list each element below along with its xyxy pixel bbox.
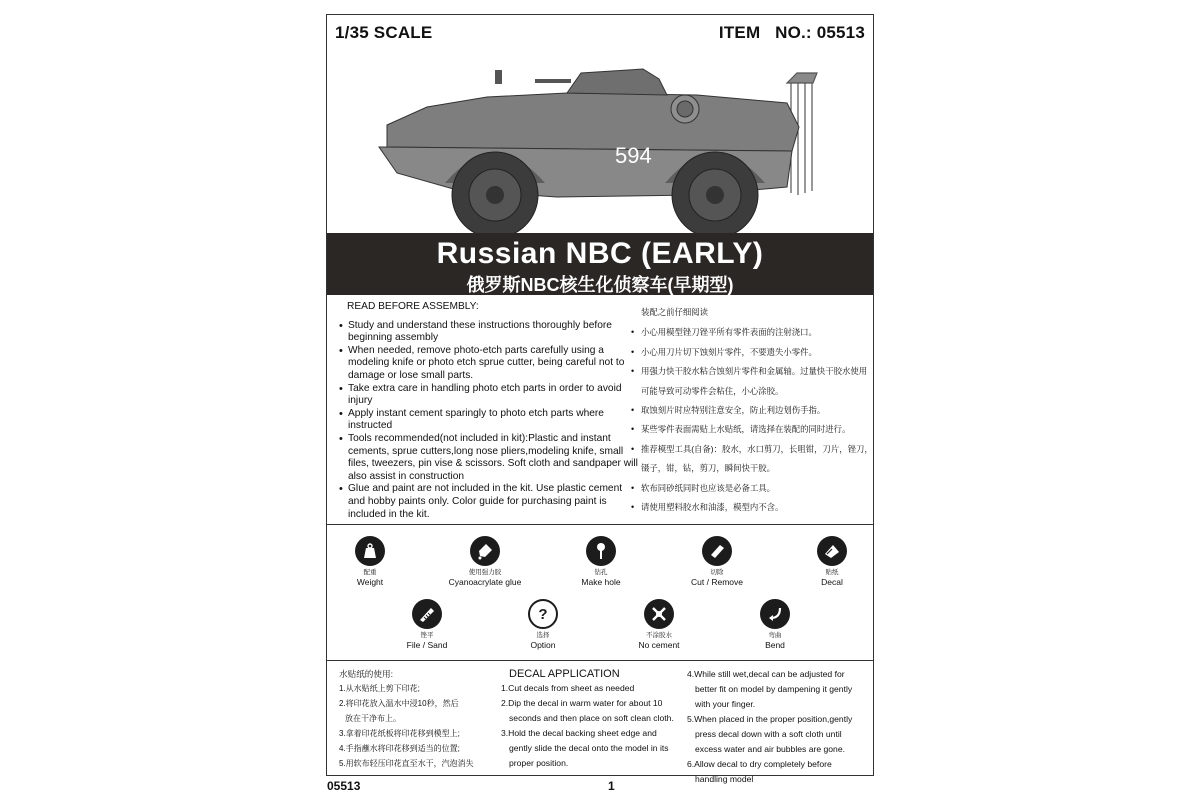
decal-line-zh: 放在干净布上。	[345, 714, 401, 723]
instruction-item-zh: • 推荐模型工具(自备)：胶水，水口剪刀，长咀钳，刀片，锉刀，镊子，钳，钻，剪刀，瞬间快干胶。	[629, 440, 873, 479]
no-cement-icon	[644, 599, 674, 629]
decal-heading: DECAL APPLICATION	[509, 668, 620, 680]
symbol-label-en: No cement	[638, 640, 680, 650]
symbol-label-en: Cyanoacrylate glue	[448, 577, 522, 587]
vehicle-illustration	[367, 55, 847, 240]
item-number	[719, 23, 865, 43]
divider	[327, 660, 873, 661]
instruction-item: • When needed, remove photo-etch parts carefully using a modeling knife or photo etch sprue cutter, being careful not to damage or lose small parts.	[339, 345, 639, 383]
option-icon	[528, 599, 558, 629]
decal-line: excess water and air bubbles are gone.	[695, 744, 846, 754]
symbol-label-zh: 切除	[710, 569, 724, 576]
instruction-item: • Study and understand these instructions thoroughly before beginning assembly	[339, 320, 639, 345]
decal-instructions-zh	[339, 667, 509, 771]
symbol-label-en: Bend	[765, 640, 785, 650]
instruction-item-zh: • 小心用模型锉刀锉平所有零件表面的注射浇口。	[629, 323, 873, 342]
instruction-item-zh: • 取蚀刻片时应特别注意安全，防止利边划伤手指。	[629, 401, 873, 420]
decal-line: better fit on model by dampening it gently	[695, 684, 853, 694]
symbol-label-zh: 弯曲	[768, 632, 782, 639]
weight-icon	[355, 536, 385, 566]
scale-label: 1/35 SCALE	[335, 23, 433, 42]
decal-line: gently slide the decal onto the model in its	[509, 743, 669, 753]
instruction-item-zh: • 用强力快干胶水粘合蚀刻片零件和金属轴。过量快干胶水使用可能导致可动零件会粘住，小心涂胶。	[629, 362, 873, 401]
symbol-glue	[435, 536, 535, 587]
symbol-label-zh: 不涂胶水	[646, 632, 672, 639]
svg-text:?: ?	[538, 606, 548, 623]
page-number: 1	[608, 779, 615, 793]
symbol-label-en: File / Sand	[406, 640, 448, 650]
decal-line: 5.When placed in the proper position,gently	[687, 714, 853, 724]
decal-line-zh: 2.将印花放入温水中浸10秒，然后	[339, 699, 459, 708]
decal-line: proper position.	[509, 758, 569, 768]
title-chinese: 俄罗斯NBC核生化侦察车(早期型)	[466, 275, 734, 295]
instruction-item-zh: • 某些零件表面需贴上水贴纸，请选择在装配的同时进行。	[629, 420, 873, 439]
decal-heading-zh: 水贴纸的使用:	[339, 669, 393, 679]
cut-icon	[702, 536, 732, 566]
symbol-cut	[667, 536, 767, 587]
instructions-chinese	[629, 303, 873, 517]
symbol-label-zh: 贴纸	[825, 569, 839, 576]
symbol-label-en: Decal	[821, 577, 843, 587]
decal-line: handling model	[695, 774, 754, 784]
instruction-item-zh: • 请使用塑料胶水和油漆，模型内不含。	[629, 498, 873, 517]
instruction-item: • Take extra care in handling photo etch parts in order to avoid injury	[339, 383, 639, 408]
decal-line-zh: 4.手指蘸水将印花移到适当的位置;	[339, 744, 460, 753]
decal-icon	[817, 536, 847, 566]
symbol-label-zh: 配重	[363, 569, 377, 576]
decal-line-zh: 1.从水贴纸上剪下印花;	[339, 684, 420, 693]
symbol-option	[493, 599, 593, 650]
symbol-bend	[725, 599, 825, 650]
instruction-sheet	[326, 14, 874, 784]
decal-line: 1.Cut decals from sheet as needed	[501, 683, 635, 693]
item-label: ITEM	[718, 23, 761, 42]
instructions-english	[339, 301, 639, 521]
file-icon	[412, 599, 442, 629]
footer-item-number: 05513	[327, 779, 361, 793]
instructions-heading-zh: 装配之前仔细阅读	[641, 307, 708, 317]
instruction-item: • Glue and paint are not included in the kit. Use plastic cement and hobby paints only. Color guide for purchasing paint is included in the kit.	[339, 483, 639, 521]
decal-instructions-en-cont	[687, 667, 869, 787]
symbol-file	[377, 599, 477, 650]
instruction-item-zh: • 小心用刀片切下蚀刻片零件，不要遗失小零件。	[629, 343, 873, 362]
decal-instructions-en	[501, 667, 691, 771]
decal-line: 4.While still wet,decal can be adjusted for	[687, 669, 845, 679]
hull-number: 594	[615, 143, 652, 168]
instruction-item: • Tools recommended(not included in kit):Plastic and instant cements, sprue cutters,long nose pliers,modeling knife, small files, tweezers, pin vise & scissors. Soft cloth and sandpaper will also assist in construction	[339, 433, 639, 483]
decal-line: press decal down with a soft cloth until	[695, 729, 842, 739]
symbol-weight	[320, 536, 420, 587]
title-english: Russian NBC (EARLY)	[436, 237, 764, 270]
decal-line: 2.Dip the decal in warm water for about 10	[501, 698, 663, 708]
glue-icon	[470, 536, 500, 566]
instruction-item-zh: • 软布同砂纸同时也应该是必备工具。	[629, 479, 873, 498]
symbol-decal	[782, 536, 882, 587]
decal-line: 6.Allow decal to dry completely before	[687, 759, 832, 769]
decal-line: with your finger.	[695, 699, 756, 709]
divider	[327, 524, 873, 525]
decal-line: 3.Hold the decal backing sheet edge and	[501, 728, 657, 738]
symbol-drill	[551, 536, 651, 587]
instructions-heading: READ BEFORE ASSEMBLY:	[347, 301, 479, 312]
decal-line-zh: 3.拿着印花纸板将印花移到模型上;	[339, 729, 460, 738]
symbol-label-en: Make hole	[581, 577, 621, 587]
symbol-label-zh: 选择	[536, 632, 550, 639]
drill-icon	[586, 536, 616, 566]
bend-icon	[760, 599, 790, 629]
symbol-label-en: Cut / Remove	[691, 577, 743, 587]
symbol-label-en: Weight	[356, 577, 384, 587]
decal-line-zh: 5.用软布轻压印花直至水干，汽泡消失	[339, 759, 474, 768]
item-no: NO.: 05513	[775, 23, 865, 42]
decal-line: seconds and then place on soft clean cloth.	[509, 713, 674, 723]
instruction-item: • Apply instant cement sparingly to photo etch parts where instructed	[339, 408, 639, 433]
symbol-label-zh: 使用强力胶	[468, 569, 502, 576]
symbol-label-zh: 锉平	[420, 632, 434, 639]
symbol-no-cement	[609, 599, 709, 650]
symbol-label-zh: 钻孔	[594, 569, 608, 576]
symbol-label-en: Option	[530, 640, 556, 650]
